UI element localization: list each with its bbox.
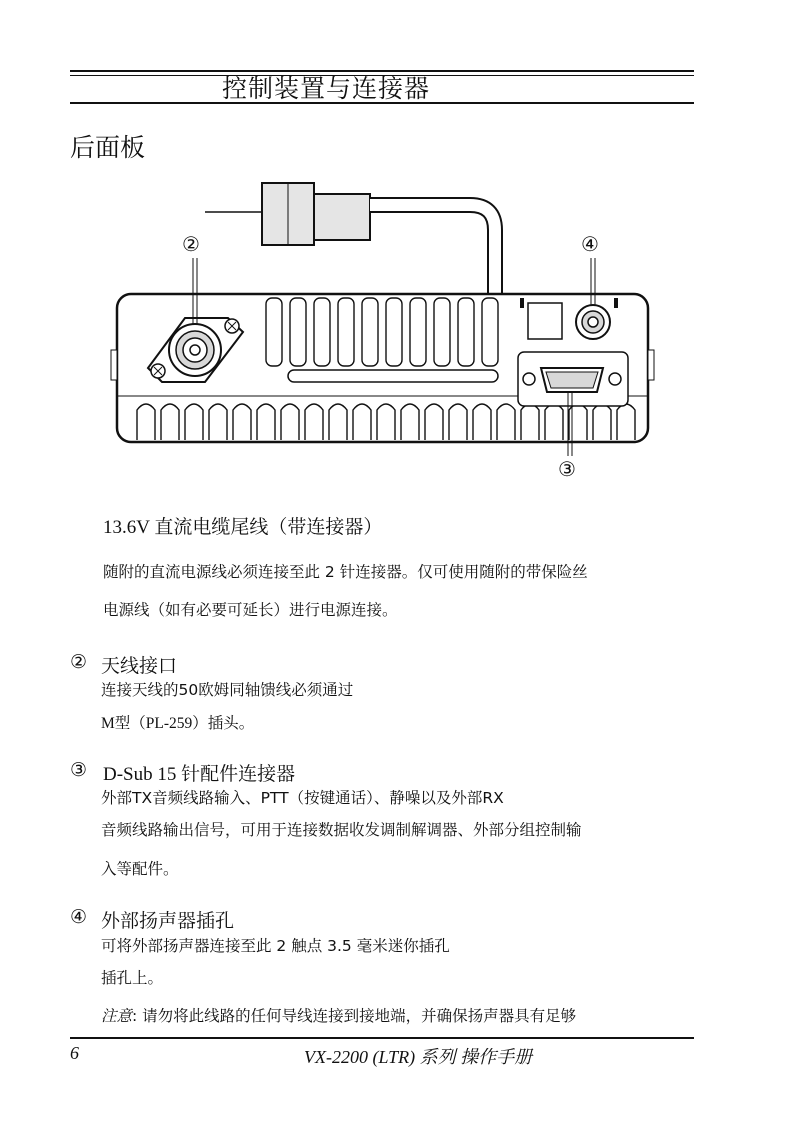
callout-antenna: ② (182, 232, 200, 256)
item-antenna-title: 天线接口 (101, 655, 178, 677)
item-speaker-line-2: 插孔上。 (101, 969, 164, 987)
item-dc-cable-line-2: 电源线（如有必要可延长）进行电源连接。 (103, 601, 398, 619)
footer-page-number: 6 (70, 1043, 79, 1063)
note-label: 注意 (101, 1007, 133, 1025)
note-text: : 请勿将此线路的任何导线连接到接地端，并确保扬声器具有足够 (132, 1007, 577, 1025)
item-antenna-line-2: M型（PL-259）插头。 (101, 715, 255, 732)
item-dsub-mark: ③ (70, 759, 88, 781)
header-title: 控制装置与连接器 (222, 74, 431, 103)
item-dsub-line-2: 音频线路输出信号，可用于连接数据收发调制解调器、外部分组控制输 (101, 821, 582, 839)
item-speaker-title: 外部扬声器插孔 (101, 910, 235, 932)
item-antenna-mark: ② (70, 651, 88, 673)
item-dsub-line-3: 入等配件。 (101, 860, 179, 878)
item-dsub-title: D-Sub 15 针配件连接器 (103, 764, 296, 785)
section-title: 后面板 (70, 133, 146, 162)
item-dc-cable-line-1: 随附的直流电源线必须连接至此 2 针连接器。仅可使用随附的带保险丝 (103, 563, 588, 581)
footer-title: VX-2200 (LTR) 系列 操作手册 (304, 1047, 533, 1067)
rear-panel-illustration (0, 0, 791, 500)
item-antenna-line-1: 连接天线的50欧姆同轴馈线必须通过 (101, 681, 354, 699)
callout-dsub: ③ (558, 457, 576, 481)
item-dc-cable-title: 13.6V 直流电缆尾线（带连接器） (103, 517, 383, 538)
item-speaker-line-1: 可将外部扬声器连接至此 2 触点 3.5 毫米迷你插孔 (101, 937, 450, 955)
item-dsub-line-1: 外部TX音频线路输入、PTT（按键通话）、静噪以及外部RX (101, 789, 504, 807)
callout-speaker-jack: ④ (581, 232, 599, 256)
item-speaker-mark: ④ (70, 906, 88, 928)
note (101, 1004, 576, 1026)
footer-rule (70, 1037, 694, 1039)
